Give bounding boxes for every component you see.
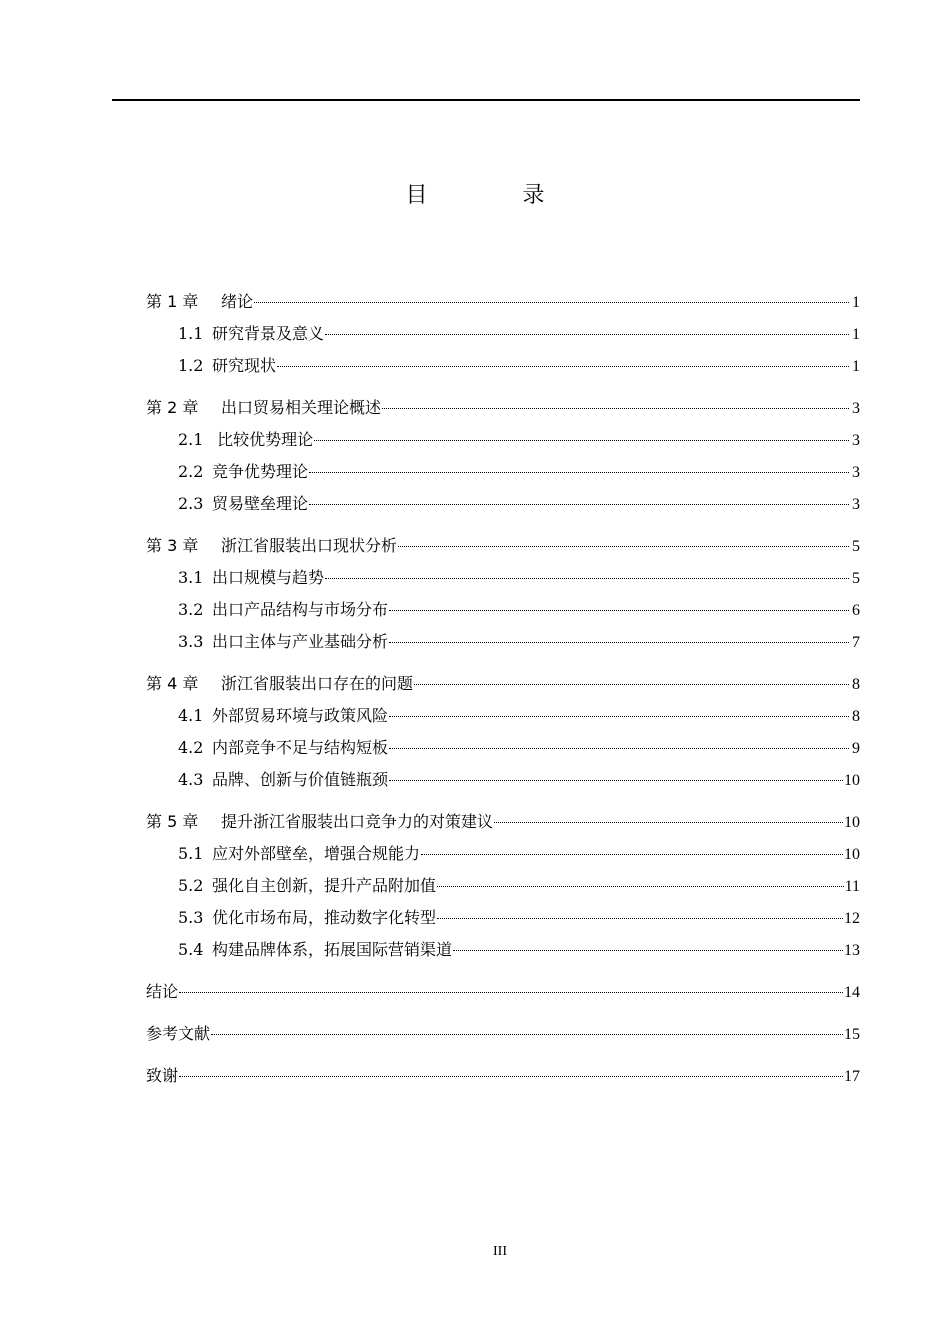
toc-entry-title: 结论 [146,982,179,1001]
toc-entry-number: 3.1 [178,568,204,587]
toc-section-entry[interactable] [146,734,860,766]
toc-entry-page: 15 [844,1026,860,1043]
toc-dot-leader [309,472,849,473]
toc-entry-page: 6 [852,602,860,619]
toc-section-entry[interactable] [146,628,860,660]
toc-entry-number: 5.2 [178,876,204,895]
toc-entry-number: 1.1 [178,324,204,343]
toc-entry-page: 12 [844,910,860,927]
page-number: III [493,1244,507,1259]
toc-section-entry[interactable] [146,936,860,968]
toc-entry-number: 3.3 [178,632,204,651]
toc-entry-page: 8 [852,708,860,725]
toc-chapter-entry[interactable] [146,978,860,1010]
toc-entry-number: 5.1 [178,844,204,863]
toc-dot-leader [437,918,843,919]
toc-entry-title: 绪论 [221,292,254,311]
toc-entry-page: 13 [844,942,860,959]
toc-section-entry[interactable] [146,904,860,936]
toc-entry-title: 出口主体与产业基础分析 [212,632,389,651]
toc-entry-page: 14 [844,984,860,1001]
toc-entry-number: 第 4 章 [146,674,199,693]
toc-entry-page: 8 [852,676,860,693]
page-title: 目 录 [405,183,589,208]
toc-entry-page: 10 [844,814,860,831]
toc-entry-title: 品牌、创新与价值链瓶颈 [212,770,389,789]
toc-entry-title: 优化市场布局，推动数字化转型 [212,908,437,927]
toc-entry-title: 竞争优势理论 [212,462,309,481]
toc-dot-leader [254,302,849,303]
toc-chapter-entry[interactable] [146,532,860,564]
toc-entry-number: 第 5 章 [146,812,199,831]
toc-entry-title: 比较优势理论 [212,430,314,449]
toc-dot-leader [453,950,843,951]
toc-entry-number: 2.1 [178,430,204,449]
toc-dot-leader [494,822,843,823]
toc-entry-number: 第 3 章 [146,536,199,555]
toc-entry-number: 3.2 [178,600,204,619]
toc-section-entry[interactable] [146,596,860,628]
toc-chapter-entry[interactable] [146,1020,860,1052]
toc-section-entry[interactable] [146,840,860,872]
toc-chapter-entry[interactable] [146,1062,860,1094]
toc-section-entry[interactable] [146,766,860,798]
toc-entry-title: 提升浙江省服装出口竞争力的对策建议 [221,812,494,831]
toc-dot-leader [382,408,849,409]
toc-section-entry[interactable] [146,458,860,490]
toc-entry-number: 4.3 [178,770,204,789]
toc-entry-title: 研究背景及意义 [212,324,325,343]
toc-entry-page: 5 [852,538,860,555]
toc-entry-title: 浙江省服装出口现状分析 [221,536,398,555]
toc-dot-leader [437,886,844,887]
toc-dot-leader [389,716,849,717]
toc-dot-leader [389,748,849,749]
toc-entry-title: 构建品牌体系，拓展国际营销渠道 [212,940,453,959]
header-rule [112,99,860,101]
toc-entry-title: 参考文献 [146,1024,211,1043]
toc-dot-leader [325,334,849,335]
toc-entry-number: 5.3 [178,908,204,927]
toc-entry-number: 1.2 [178,356,204,375]
toc-dot-leader [414,684,849,685]
toc-entry-page: 5 [852,570,860,587]
toc-entry-page: 1 [852,326,860,343]
toc-entry-page: 3 [852,432,860,449]
toc-entry-title: 出口规模与趋势 [212,568,325,587]
toc-entry-number: 4.1 [178,706,204,725]
toc-dot-leader [309,504,849,505]
toc-entry-title: 研究现状 [212,356,277,375]
toc-entry-title: 强化自主创新，提升产品附加值 [212,876,437,895]
toc-dot-leader [389,780,843,781]
toc-section-entry[interactable] [146,352,860,384]
toc-dot-leader [179,1076,843,1077]
toc-dot-leader [421,854,843,855]
toc-section-entry[interactable] [146,702,860,734]
toc-entry-page: 1 [852,358,860,375]
toc-entry-page: 3 [852,464,860,481]
toc-section-entry[interactable] [146,490,860,522]
toc-dot-leader [211,1034,843,1035]
toc-entry-title: 贸易壁垒理论 [212,494,309,513]
toc-dot-leader [389,610,849,611]
toc-dot-leader [325,578,849,579]
toc-entry-page: 1 [852,294,860,311]
toc-entry-number: 第 2 章 [146,398,199,417]
toc-entry-title: 应对外部壁垒，增强合规能力 [212,844,421,863]
toc-entry-page: 11 [844,878,860,895]
toc-entry-page: 10 [844,772,860,789]
toc-dot-leader [314,440,849,441]
toc-section-entry[interactable] [146,872,860,904]
toc-entry-page: 9 [852,740,860,757]
toc-entry-title: 浙江省服装出口存在的问题 [221,674,414,693]
toc-entry-number: 2.2 [178,462,204,481]
toc-entry-page: 17 [844,1068,860,1085]
toc-dot-leader [398,546,849,547]
toc-entry-title: 致谢 [146,1066,179,1085]
toc-entry-page: 7 [852,634,860,651]
toc-section-entry[interactable] [146,564,860,596]
toc-entry-title: 出口贸易相关理论概述 [221,398,382,417]
toc-entry-title: 外部贸易环境与政策风险 [212,706,389,725]
toc-section-entry[interactable] [146,426,860,458]
toc-dot-leader [389,642,849,643]
toc-entry-title: 出口产品结构与市场分布 [212,600,389,619]
toc-chapter-entry[interactable] [146,288,860,320]
toc-chapter-entry[interactable] [146,670,860,702]
toc-dot-leader [277,366,849,367]
table-of-contents [146,288,860,1094]
toc-entry-title: 内部竞争不足与结构短板 [212,738,389,757]
toc-entry-number: 5.4 [178,940,204,959]
toc-section-entry[interactable] [146,320,860,352]
toc-entry-page: 3 [852,496,860,513]
toc-entry-page: 10 [844,846,860,863]
toc-entry-page: 3 [852,400,860,417]
toc-entry-number: 2.3 [178,494,204,513]
toc-entry-number: 4.2 [178,738,204,757]
toc-chapter-entry[interactable] [146,808,860,840]
toc-chapter-entry[interactable] [146,394,860,426]
toc-dot-leader [179,992,843,993]
toc-entry-number: 第 1 章 [146,292,199,311]
